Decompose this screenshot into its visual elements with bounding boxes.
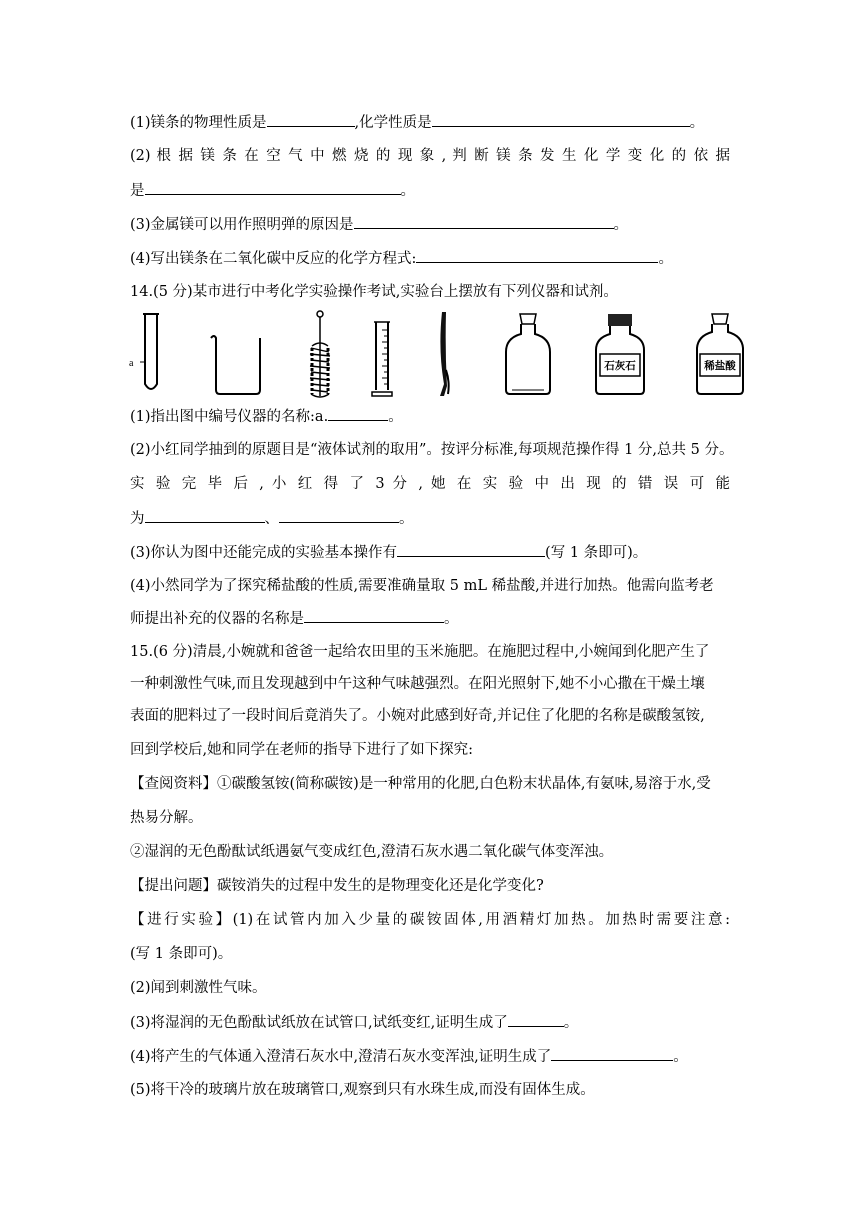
q15-step4: (4)将产生的气体通入澄清石灰水中,澄清石灰水变浑浊,证明生成了 。 [130, 1046, 688, 1067]
answer-blank[interactable] [145, 508, 265, 523]
hydrochloric-acid-bottle-icon [692, 312, 748, 396]
limestone-bottle-icon [592, 312, 648, 396]
answer-blank[interactable] [508, 1012, 564, 1027]
answer-blank[interactable] [354, 214, 614, 229]
q15-step3: (3)将湿润的无色酚酞试纸放在试管口,试纸变红,证明生成了 。 [130, 1012, 578, 1033]
answer-blank[interactable] [432, 112, 690, 127]
acid-label: 稀盐酸 [704, 360, 736, 372]
answer-blank[interactable] [304, 608, 444, 623]
reagent-bottle-icon [502, 312, 554, 396]
q14-part2-line2: 实 验 完 毕 后 , 小 红 得 了 3 分 , 她 在 实 验 中 出 现 的 错 误 可 能 [130, 476, 730, 492]
q13-part1: (1)镁条的物理性质是 ,化学性质是 。 [130, 112, 704, 133]
q15-info-line1: 【查阅资料】①碳酸氢铵(简称碳铵)是一种常用的化肥,白色粉末状晶体,有氨味,易溶于水,受 [130, 776, 711, 792]
q15-experiment-line1: 【进行实验】(1)在试管内加入少量的碳铵固体,用酒精灯加热。加热时需要注意: [130, 912, 730, 928]
q14-part3: (3)你认为图中还能完成的实验基本操作有 (写 1 条即可)。 [130, 542, 647, 563]
q14-part1: (1)指出图中编号仪器的名称:a. 。 [130, 406, 403, 427]
answer-blank[interactable] [267, 112, 355, 127]
q15-stem-line4: 回到学校后,她和同学在老师的指导下进行了如下探究: [130, 742, 473, 758]
q15-question: 【提出问题】碳铵消失的过程中发生的是物理变化还是化学变化? [130, 878, 544, 894]
q14-part4-line1: (4)小然同学为了探究稀盐酸的性质,需要准确量取 5 mL 稀盐酸,并进行加热。他需向监考老 [130, 578, 714, 594]
test-tube-icon [140, 312, 162, 396]
q14-part2-line1: (2)小红同学抽到的原题目是“液体试剂的取用”。按评分标准,每项规范操作得 1 分,总共 5 分。 [130, 442, 734, 458]
q13-part2-line2: 是 。 [130, 180, 415, 201]
answer-blank[interactable] [397, 542, 545, 557]
q13-part2-line1: (2) 根 据 镁 条 在 空 气 中 燃 烧 的 现 象 , 判 断 镁 条 发 生 化 学 变 化 的 依 据 [130, 148, 730, 164]
q13-part3: (3)金属镁可以用作照明弹的原因是 。 [130, 214, 628, 235]
limestone-label: 石灰石 [604, 360, 636, 372]
beaker-icon [208, 332, 268, 396]
answer-blank[interactable] [416, 248, 658, 263]
q15-stem-line2: 一种刺激性气味,而且发现越到中午这种气味越强烈。在阳光照射下,她不小心撒在干燥土壤 [130, 676, 705, 692]
q15-info-line3: ②湿润的无色酚酞试纸遇氨气变成红色,澄清石灰水遇二氧化碳气体变浑浊。 [130, 844, 614, 860]
q15-step5: (5)将干冷的玻璃片放在玻璃管口,观察到只有水珠生成,而没有固体生成。 [130, 1082, 595, 1098]
q14-part4-line2: 师提出补充的仪器的名称是 。 [130, 608, 459, 629]
q15-stem-line3: 表面的肥料过了一段时间后竟消失了。小婉对此感到好奇,并记住了化肥的名称是碳酸氢铵, [130, 708, 705, 724]
test-tube-brush-icon [306, 310, 334, 400]
label-a: a [129, 358, 134, 369]
q14-stem: 14.(5 分)某市进行中考化学实验操作考试,实验台上摆放有下列仪器和试剂。 [130, 284, 618, 300]
answer-blank[interactable] [145, 180, 401, 195]
answer-blank[interactable] [551, 1046, 673, 1061]
q15-experiment-line2: (写 1 条即可)。 [130, 946, 233, 962]
q14-part2-line3: 为 、 。 [130, 508, 414, 529]
q13-part4: (4)写出镁条在二氧化碳中反应的化学方程式: 。 [130, 248, 673, 269]
tongs-icon [432, 310, 456, 398]
instruments-figure [130, 310, 750, 400]
answer-blank[interactable] [279, 508, 399, 523]
answer-blank[interactable] [328, 406, 388, 421]
q15-info-line2: 热易分解。 [130, 810, 203, 826]
q15-step2: (2)闻到刺激性气味。 [130, 980, 267, 996]
q15-stem-line1: 15.(6 分)清晨,小婉就和爸爸一起给农田里的玉米施肥。在施肥过程中,小婉闻到化肥产生了 [130, 644, 710, 660]
graduated-cylinder-icon [368, 320, 398, 398]
